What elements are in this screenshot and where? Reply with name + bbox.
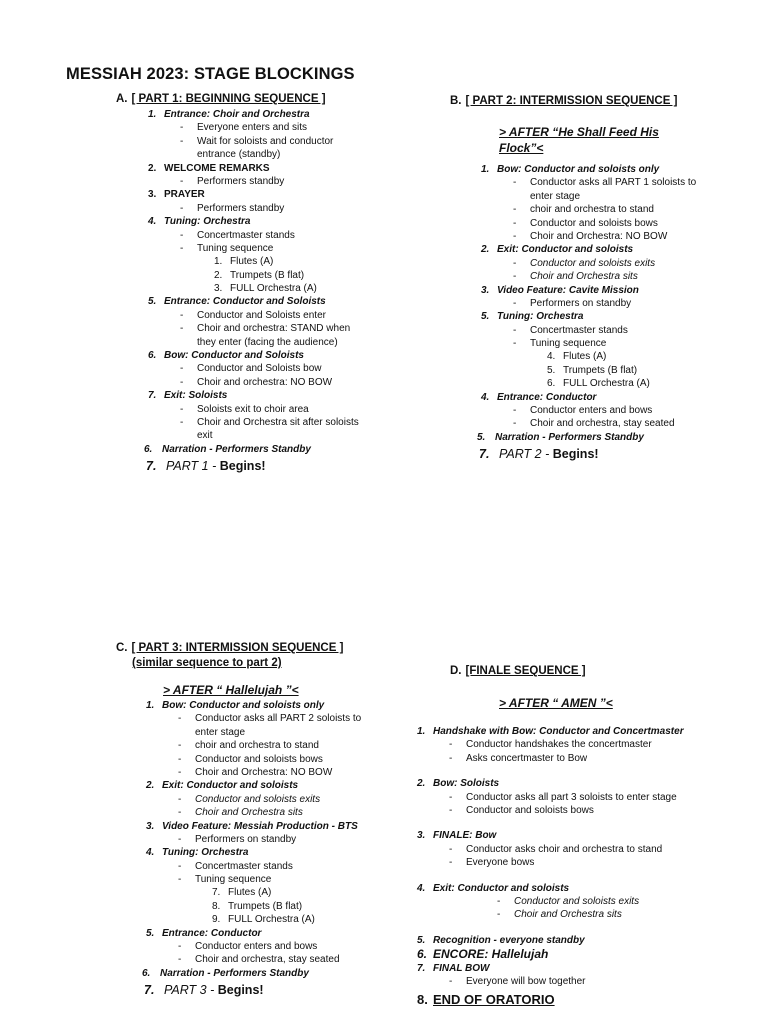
item-marker: 1. <box>417 726 426 737</box>
item-marker: - <box>513 324 517 336</box>
step-item <box>146 820 358 833</box>
item-text: Bow: Conductor and soloists only <box>497 164 660 175</box>
item-marker: 3. <box>417 830 426 842</box>
item-text: Performers on standby <box>195 833 297 845</box>
sub-item <box>148 416 359 429</box>
sub-item <box>481 176 697 189</box>
begins-label: Begins! <box>219 458 266 473</box>
begins-item <box>146 982 343 999</box>
item-text: Flutes (A) <box>228 887 272 899</box>
item-marker: - <box>497 895 501 907</box>
sub-item <box>146 766 343 779</box>
item-text: FULL Orchestra (A) <box>563 378 650 390</box>
sub-item <box>481 270 677 283</box>
step-item <box>146 779 343 792</box>
section-heading <box>450 94 677 109</box>
item-text: Conductor and soloists exits <box>514 895 640 907</box>
item-marker: 8. <box>212 900 221 912</box>
section-cue <box>499 124 677 156</box>
section-heading <box>116 641 343 656</box>
section-part-2 <box>450 94 697 463</box>
sub-item <box>481 217 677 230</box>
sub-item <box>148 362 326 375</box>
item-marker: - <box>180 242 184 254</box>
item-marker: 6. <box>144 443 153 455</box>
sub-item <box>146 726 343 739</box>
item-text: Conductor and soloists bows <box>466 804 594 816</box>
item-marker: - <box>513 204 517 216</box>
item-text: Conductor and Soloists bow <box>197 363 322 375</box>
step-item <box>481 391 677 404</box>
item-marker: - <box>178 740 182 752</box>
item-marker: 3. <box>481 284 490 296</box>
page-title: MESSIAH 2023: STAGE BLOCKINGS <box>66 65 355 83</box>
item-marker: - <box>513 271 517 283</box>
item-text: Exit: Conductor and soloists <box>497 244 634 256</box>
step-item <box>417 962 613 975</box>
item-marker: - <box>178 753 182 765</box>
item-marker: - <box>449 976 453 988</box>
item-marker: 5. <box>148 296 157 308</box>
step-item <box>146 699 343 712</box>
step-item <box>417 829 613 842</box>
item-marker: 4. <box>417 882 426 894</box>
item-text: Conductor handshakes the concertmaster <box>466 739 652 751</box>
sub-item <box>481 417 677 430</box>
sub-item <box>148 242 326 255</box>
item-text: END OF ORATORIO <box>433 991 555 1007</box>
item-text: Trumpets (B flat) <box>230 269 305 281</box>
item-text: Conductor and soloists exits <box>195 793 321 805</box>
item-text: Entrance: Choir and Orchestra <box>164 109 310 120</box>
step-item <box>148 389 326 402</box>
item-text: Tuning: Orchestra <box>497 311 584 323</box>
sub-item <box>146 753 343 766</box>
item-marker: - <box>178 807 182 819</box>
item-marker: - <box>180 403 184 415</box>
item-text <box>166 458 266 475</box>
item-marker: 1. <box>146 700 155 711</box>
item-text: FINAL BOW <box>433 963 490 975</box>
item-marker: 7. <box>212 887 221 899</box>
item-marker: - <box>180 309 184 321</box>
item-marker: - <box>449 752 453 764</box>
item-marker: 1. <box>148 109 157 120</box>
item-marker: - <box>180 323 184 335</box>
item-text: PRAYER <box>164 189 205 201</box>
item-text: Exit: Soloists <box>164 390 228 402</box>
section-label: [FINALE SEQUENCE ] <box>465 665 586 677</box>
item-text: Tuning: Orchestra <box>162 847 249 859</box>
begins-item <box>481 446 677 463</box>
item-marker: 5. <box>481 311 490 323</box>
item-text: Conductor asks all part 3 soloists to enter stage <box>466 791 677 803</box>
item-marker: - <box>178 793 182 805</box>
sub-item <box>148 121 326 134</box>
section-subtitle: (similar sequence to part 2) <box>132 657 282 669</box>
item-text: Flutes (A) <box>230 256 274 268</box>
item-marker: 5. <box>477 431 486 443</box>
item-marker: 5. <box>547 364 556 376</box>
sub-item <box>146 940 343 953</box>
item-text: Entrance: Conductor <box>162 927 262 939</box>
item-text: Performers on standby <box>530 297 632 309</box>
item-marker: - <box>180 135 184 147</box>
item-text: FINALE: Bow <box>433 830 497 842</box>
section-letter: C. <box>116 642 128 654</box>
item-marker: 8. <box>417 991 428 1007</box>
item-text: FULL Orchestra (A) <box>230 283 317 295</box>
item-marker: - <box>449 857 453 869</box>
item-marker: 6. <box>547 378 556 390</box>
sub-item <box>148 403 326 416</box>
item-text: Tuning sequence <box>195 874 272 886</box>
item-text: Conductor asks choir and orchestra to stand <box>466 843 663 855</box>
item-text: Choir and Orchestra sit after soloists <box>197 416 359 428</box>
begins-label: Begins! <box>552 446 599 461</box>
item-text: Tuning sequence <box>530 338 607 350</box>
item-marker: - <box>180 202 184 214</box>
sub-item <box>148 135 334 148</box>
begins-label: Begins! <box>217 982 264 997</box>
item-marker: - <box>449 791 453 803</box>
item-text: choir and orchestra to stand <box>195 740 319 752</box>
item-marker: 2. <box>146 780 155 792</box>
part-label: PART 2 - <box>499 446 553 461</box>
item-text: Trumpets (B flat) <box>228 900 303 912</box>
item-marker: - <box>180 175 184 187</box>
sub-item <box>417 804 613 817</box>
step-item <box>417 725 684 738</box>
sub-item <box>148 175 326 188</box>
section-cue <box>499 695 613 711</box>
item-marker: - <box>178 713 182 725</box>
item-marker: 6. <box>142 967 151 979</box>
cue-line: > AFTER “ AMEN ”< <box>499 696 613 710</box>
step-item <box>417 934 613 947</box>
item-marker: - <box>513 418 517 430</box>
item-text <box>164 982 264 999</box>
sub-item <box>148 322 351 335</box>
sub-item <box>481 230 677 243</box>
sub-item <box>146 739 343 752</box>
section-list <box>417 725 684 1008</box>
section-list <box>477 163 697 463</box>
section-finale <box>417 664 684 1008</box>
item-text: Exit: Conductor and soloists <box>433 882 570 894</box>
item-text: Recognition - everyone standby <box>433 934 585 946</box>
tuning-item <box>481 350 677 363</box>
item-text: Bow: Conductor and soloists only <box>162 700 325 711</box>
tuning-item <box>148 269 326 282</box>
section-label: [ PART 2: INTERMISSION SEQUENCE ] <box>465 95 678 107</box>
tuning-item <box>146 913 343 926</box>
step-item <box>481 310 677 323</box>
step-item <box>148 215 326 228</box>
item-marker: 6. <box>148 350 157 362</box>
item-text: Trumpets (B flat) <box>563 364 638 376</box>
item-marker: - <box>180 122 184 134</box>
sub-item <box>148 148 326 161</box>
item-marker: - <box>449 739 453 751</box>
sub-item <box>148 229 326 242</box>
step-item <box>417 777 613 790</box>
sub-item <box>417 752 613 765</box>
part-label: PART 1 - <box>166 458 220 473</box>
section-label: [ PART 1: BEGINNING SEQUENCE ] <box>131 93 326 105</box>
item-text: Conductor and Soloists enter <box>197 309 326 321</box>
sub-item <box>481 337 677 350</box>
item-text: Soloists exit to choir area <box>197 403 309 415</box>
step-item <box>148 349 326 362</box>
sub-item <box>417 738 652 751</box>
encore-item <box>417 947 613 962</box>
item-marker: 4. <box>148 216 157 228</box>
section-letter: A. <box>116 93 128 105</box>
item-text: Choir and Orchestra: NO BOW <box>530 230 668 242</box>
item-text: Concertmaster stands <box>197 229 295 241</box>
step-item <box>148 295 326 308</box>
narration-item <box>142 967 343 981</box>
spacer <box>417 922 613 934</box>
item-text: Concertmaster stands <box>195 860 293 872</box>
item-marker: - <box>513 405 517 417</box>
item-text: Asks concertmaster to Bow <box>466 752 588 764</box>
sub-item <box>146 806 343 819</box>
item-marker: - <box>513 217 517 229</box>
sub-item <box>481 203 677 216</box>
item-text: Video Feature: Messiah Production - BTS <box>162 820 358 832</box>
section-list <box>144 108 359 475</box>
item-marker: 7. <box>479 446 490 461</box>
sub-item <box>146 953 343 966</box>
item-marker: 2. <box>214 269 223 281</box>
sub-item <box>148 376 333 389</box>
section-part-3 <box>116 641 362 999</box>
section-part-1 <box>116 92 359 475</box>
sub-item <box>417 908 622 921</box>
sub-item <box>417 843 663 856</box>
end-item <box>417 991 613 1008</box>
item-marker: 1. <box>481 164 490 175</box>
item-text: Conductor enters and bows <box>530 405 653 417</box>
item-text: Wait for soloists and conductor <box>197 135 334 147</box>
item-marker: - <box>178 833 182 845</box>
item-text: Video Feature: Cavite Mission <box>497 284 639 296</box>
item-text: Choir and orchestra, stay seated <box>530 418 675 430</box>
item-text: Narration - Performers Standby <box>160 967 309 979</box>
tuning-item <box>481 364 677 377</box>
item-text: Choir and Orchestra: NO BOW <box>195 766 333 778</box>
item-marker: 3. <box>148 189 157 201</box>
part-label: PART 3 - <box>164 982 218 997</box>
item-text: FULL Orchestra (A) <box>228 914 315 926</box>
spacer <box>417 870 613 882</box>
item-text: ENCORE: Hallelujah <box>433 947 549 962</box>
item-text: Entrance: Conductor and Soloists <box>164 296 326 308</box>
sub-item <box>148 336 338 349</box>
step-item <box>146 846 343 859</box>
step-item <box>146 927 343 940</box>
item-marker: 7. <box>417 963 426 975</box>
item-text: Performers standby <box>197 175 285 187</box>
step-item <box>148 188 326 201</box>
item-text: Performers standby <box>197 202 285 214</box>
item-marker: - <box>178 860 182 872</box>
item-marker: 3. <box>146 820 155 832</box>
item-text: Bow: Conductor and Soloists <box>164 350 304 362</box>
item-text: choir and orchestra to stand <box>530 204 654 216</box>
item-text: Entrance: Conductor <box>497 391 597 403</box>
sub-item <box>481 297 677 310</box>
item-text: Narration - Performers Standby <box>495 431 644 443</box>
sub-item <box>417 975 613 988</box>
item-text: Choir and orchestra, stay seated <box>195 954 340 966</box>
item-marker: 9. <box>212 914 221 926</box>
item-marker: - <box>513 297 517 309</box>
cue-line: > AFTER “ Hallelujah ”< <box>163 683 299 697</box>
item-marker: 4. <box>146 847 155 859</box>
sub-item <box>146 793 343 806</box>
spacer <box>417 817 613 829</box>
item-text: Tuning: Orchestra <box>164 216 251 228</box>
sub-item <box>146 860 343 873</box>
section-letter: B. <box>450 95 462 107</box>
section-list <box>142 699 362 999</box>
item-text: Everyone will bow together <box>466 976 586 988</box>
narration-item <box>477 431 677 445</box>
item-text: exit <box>197 430 213 442</box>
sub-item <box>146 712 362 725</box>
item-text: Conductor asks all PART 2 soloists to <box>195 713 362 725</box>
item-marker: - <box>449 804 453 816</box>
step-item <box>481 163 677 176</box>
item-marker: - <box>180 363 184 375</box>
tuning-item <box>148 282 326 295</box>
item-text: Conductor and soloists bows <box>195 753 323 765</box>
item-marker: - <box>513 338 517 350</box>
item-marker: 3. <box>214 283 223 295</box>
item-text: Conductor and soloists bows <box>530 217 658 229</box>
item-marker: - <box>497 909 501 921</box>
item-marker: - <box>178 941 182 953</box>
item-text: Choir and Orchestra sits <box>195 807 303 819</box>
item-marker: - <box>178 874 182 886</box>
sub-item <box>481 190 677 203</box>
step-item <box>481 284 677 297</box>
sub-item <box>481 324 677 337</box>
item-marker: 5. <box>417 934 426 946</box>
item-marker: 2. <box>481 244 490 256</box>
item-marker: - <box>178 766 182 778</box>
sub-item <box>148 429 326 442</box>
item-marker: 7. <box>148 390 157 402</box>
item-marker: 7. <box>146 458 157 473</box>
section-cue <box>163 682 343 698</box>
section-heading <box>116 92 326 107</box>
sub-item <box>146 833 343 846</box>
section-heading <box>450 664 613 679</box>
item-text: Choir and Orchestra sits <box>514 909 622 921</box>
item-text: Narration - Performers Standby <box>162 443 311 455</box>
item-text: Choir and Orchestra sits <box>530 271 638 283</box>
item-marker: - <box>180 229 184 241</box>
item-text: Everyone bows <box>466 857 535 869</box>
item-marker: 2. <box>148 162 157 174</box>
item-text: they enter (facing the audience) <box>197 336 338 348</box>
tuning-item <box>481 377 677 390</box>
section-label: [ PART 3: INTERMISSION SEQUENCE ] <box>131 642 344 654</box>
item-marker: - <box>178 954 182 966</box>
item-text: Everyone enters and sits <box>197 122 308 134</box>
item-marker: - <box>513 257 517 269</box>
tuning-item <box>146 886 343 899</box>
item-text: Flutes (A) <box>563 351 607 363</box>
item-text: Bow: Soloists <box>433 778 500 790</box>
section-letter: D. <box>450 665 462 677</box>
narration-item <box>144 443 326 457</box>
item-marker: - <box>513 177 517 189</box>
item-marker: - <box>513 230 517 242</box>
sub-item <box>148 309 326 322</box>
cue-line: > AFTER “He Shall Feed His <box>499 125 659 139</box>
item-marker: 4. <box>547 351 556 363</box>
item-text: Exit: Conductor and soloists <box>162 780 299 792</box>
cue-line: Flock”< <box>499 141 544 155</box>
step-item <box>481 243 677 256</box>
item-marker: - <box>180 376 184 388</box>
item-text: Choir and orchestra: NO BOW <box>197 376 333 388</box>
item-marker: 5. <box>146 927 155 939</box>
item-text: Conductor and soloists exits <box>530 257 656 269</box>
item-marker: - <box>449 843 453 855</box>
item-text: Conductor enters and bows <box>195 941 318 953</box>
spacer <box>417 765 613 777</box>
item-text: Choir and orchestra: STAND when <box>197 323 351 335</box>
sub-item <box>481 404 677 417</box>
item-text: entrance (standby) <box>197 149 281 161</box>
item-text: Tuning sequence <box>197 242 274 254</box>
item-marker: 4. <box>481 391 490 403</box>
item-text <box>499 446 599 463</box>
sub-item <box>481 257 677 270</box>
step-item <box>148 162 326 175</box>
item-marker: 2. <box>417 778 426 790</box>
sub-item <box>146 873 343 886</box>
tuning-item <box>148 255 326 268</box>
item-text: enter stage <box>530 190 581 202</box>
sub-item <box>417 895 640 908</box>
step-item <box>148 108 326 121</box>
item-marker: 7. <box>144 982 155 997</box>
item-marker: - <box>180 416 184 428</box>
item-text: Handshake with Bow: Conductor and Concertmaster <box>433 726 684 737</box>
item-text: Concertmaster stands <box>530 324 628 336</box>
sub-item <box>417 791 677 804</box>
item-text: WELCOME REMARKS <box>164 162 270 174</box>
item-text: enter stage <box>195 726 246 738</box>
begins-item <box>148 458 326 475</box>
item-text: Conductor asks all PART 1 soloists to <box>530 177 697 189</box>
sub-item <box>148 202 326 215</box>
step-item <box>417 882 613 895</box>
sub-item <box>417 856 613 869</box>
item-marker: 6. <box>417 947 428 962</box>
item-marker: 1. <box>214 256 223 268</box>
tuning-item <box>146 900 343 913</box>
